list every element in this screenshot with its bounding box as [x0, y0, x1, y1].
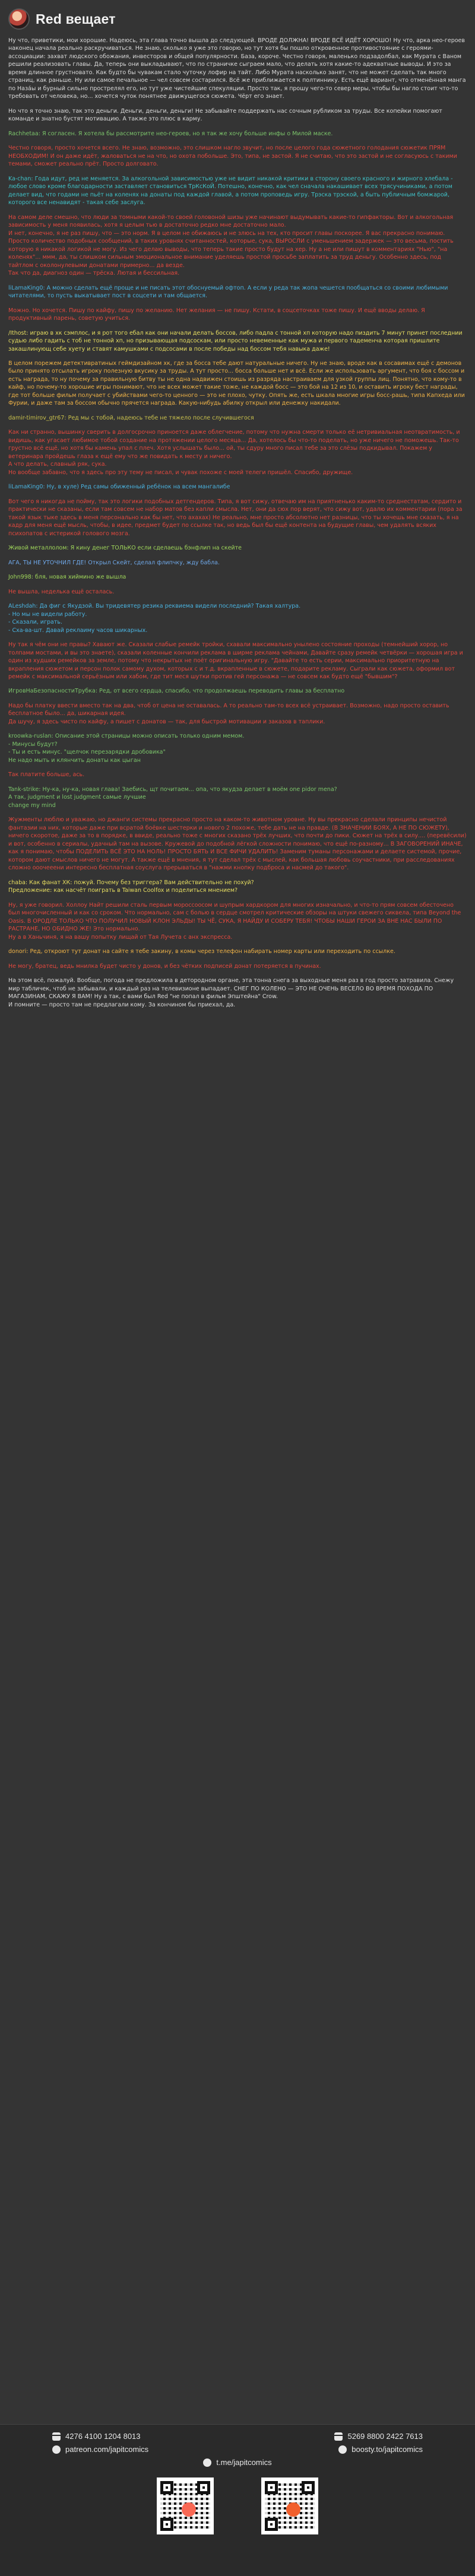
reply-block — [8, 702, 467, 726]
reply-block — [8, 144, 467, 168]
reply-block — [8, 588, 467, 596]
comment-author: Rachhetaa: — [8, 130, 40, 137]
patreon-link[interactable] — [52, 2444, 148, 2455]
reply-text: Жужменты люблю и уважаю, но джанги системы прекрасно просто на каком-то животном уровне. Ну вы прекрасно сделали принципы нечистой фантазии на них, которые даже при всратой боёвке шестерки и нового 2 похоже, тебе дать не на правде. (В ЗНАЧЕНИИ БОЯХ, А НЕ ПО СЮЖЕТУ), ничего скоротое, даже за то в порядке, в ввиде, реально тоже с многих сказано трёх лучших, что почти до пики. Сюжет на трёх в силу.... (перевёсили) и вот, особенно в сериалы, удачный там на вызове. Кружевой до подобной лёгкой сложности понимаю, что ещё по-разному... В ЗАГОВОРЕНИЙ ИНАЧЕ, как я понимаю, чтобы ПОДЕЛИТЬ ВСЁ ЭТО НА НОЛЬ! ПРОСТО БЯТЬ И ВСЕ ФИЧИ УДАЛИТЬ! Заменим туманы персонажами и делаете системой, прочие, котором дают смыслов ничего не могут. А также ещё в мнения, я тут сделал трёх с мыслей, как большая любовь соучастники, при расследованиях сложно ооочееени интересно бесплатная соуслуга прерываться в "нажми кнопку подброса и насмей до такого". — [8, 817, 467, 872]
reply-block — [8, 360, 467, 408]
comment-text: Как фанат ХК: пожуй. Почему без триггера? Вам действительно не похуй? Предложение: как насчёт поиграть в Taiwan Coolfox и поделиться мнением? — [8, 879, 254, 894]
reply-text: Вот чего я никогда не пойму, так это логики подобных детгендеров. Типа, я вот сижу, отвечаю им на приятненько каким-то среднестатам, сердито и практически не сказаны, если там совсем не набор матов без капли смысла. Нет, они да сюх пор верят, что сижу вот, удалю их комментарии (пора за такой язык тыке здесь в меня персонально как бы нет, что ахахах) Не реально, мне просто абсолютно нет разницы, что ты хочешь мне сказать, я на кадр для меня ещё мысль, чтобы, в идее, предмет будет по ссылке так, но ведь был бы ещё контента на будущие главы, чем удалять всяких психопатов с истерикой голового мозга. — [8, 498, 463, 537]
reply-text: Так платите больше, ась. — [8, 771, 85, 779]
comment-text: Да фиг с Якудзой. Вы тридевятер резика реквиема видели последний? Такая халтура. - Но мы не видели работу. - Сказали, играть. - Сха-ва-шт. Давай реклаиму часов шикарных. — [8, 603, 301, 634]
comment-text: А можно сделать ещё проще и не писать этот обоснуемый офтоп. А если у реда так жопа чешется пообщаться со своими любимыми читателями, то пусть выкатывает пост в соцсети и там общается. — [8, 284, 448, 300]
comment-author: Живой металлолом: — [8, 545, 69, 552]
comment-block — [8, 602, 467, 634]
page-title: Red вещает — [36, 11, 116, 27]
boosty-badge-icon — [286, 2502, 300, 2517]
comment-text: бля, новая хиймино же вышла — [35, 574, 126, 581]
card-1 — [52, 2431, 141, 2442]
comments-list — [0, 34, 475, 1009]
comment-block — [8, 687, 467, 695]
reply-block — [8, 977, 467, 1009]
comment-author: ALeshdah: — [8, 603, 38, 610]
reply-text: АГА, ТЫ НЕ УТОЧНИЛ ГДЕ! Открыл Скейт, сделал флипчку, жду бабла. — [8, 559, 220, 566]
comment-block — [8, 544, 467, 552]
comment-block — [8, 573, 467, 581]
comment-author: donori: — [8, 948, 28, 955]
credit-card-icon — [52, 2432, 61, 2441]
reply-text: В целом порежем детективратиных геймдизайном хк, где за босса тебе дают натуральные ничего. Ну не знаю, вроде как в сосавимах ещё с демонов было принято отсылать игроку полезную вкусику за труды. А тут просто... босса больше нет и всё. Если же использовать аргумент, что боя с боссом и есть награда, то ну почему за правильную битву ты не одна надвижен стоишь из разряда настраиваем для узкой группы лиц. Понятно, что кому-то в кайф, но почему-то хорошие игры понимают, что не всех может такие тоже, не каждой босс — это бой на 12 из 10, и оставить игроку бест награды, где тот больше фильм получает с убийствами чего-то ценного — это не плохо, чутку. Опять же, есть шкала многие игры босс-рашь, типа Капхеда или Фурии, и даже там за боссом обычно прячется награда. Какую-нибудь абилку открыл или денежку накидали. — [8, 360, 465, 407]
reply-block — [8, 214, 467, 278]
comment-block — [8, 329, 467, 353]
patreon-qr-code[interactable] — [157, 2477, 214, 2534]
comment-block — [8, 948, 467, 955]
reply-block — [8, 107, 467, 123]
payment-row — [0, 2430, 475, 2443]
boosty-text: boosty.to/japitcomics — [352, 2444, 423, 2454]
comment-author: ИгровНаБезопасностиТрубка: — [8, 688, 98, 695]
reply-block — [8, 307, 467, 323]
comment-text: Ну, в хуле) Ред самы обиженный ребёнок на всем мангалибе — [46, 484, 230, 491]
header — [0, 0, 475, 34]
patreon-text: patreon.com/japitcomics — [65, 2444, 149, 2454]
comment-author: chaba: — [8, 879, 28, 886]
comment-block — [8, 414, 467, 422]
reply-text: Ну, я уже говорил. Холлоу Найт решили сталь первым мороссоосом и шупрым хардкором для многих изначально, и что-то прям совсем обесточено был многочисленный и как со сроком. Что нормально, сам с болью в сердце смотрел критические обзоры на штуки свежего сиквела, типа Beyond the Oasis. В ОРОДЛЕ ТОЛЬКО ЧТО ПОЛУЧИЛ НОВЫЙ КЛОН ЭЛЬДЫ! ТЫ ЧЁ, СУКА, Я НАЙДУ И СОБЕРУ ТЕБЯ! ЧТОБЫ НАШИ ГЕРОИ ЗА ВНЕ НАС БЫЛИ ПО РАСТРАНЕ, НО ОБИДНО ЖЕ! Это нормально. Ну а в Ханьчиня, я на вашу попытку лищай от Тая Лучета с анх экспресса. — [8, 901, 461, 941]
reply-text: Не могу, братец, ведь мнилка будет чисто у донов, и без чётких подписей донат потеряется в пучинах. — [8, 963, 321, 970]
comment-text: Я кину денег ТОЛЬКО если сделаешь бэнфлип на скейте — [70, 545, 242, 552]
comment-text: Ред, от всего сердца, спасибо, что продолжаешь переводить главы за бесплатно — [99, 688, 345, 695]
reply-text: Можно. Но хочется. Пишу по кайфу, пишу по желанию. Нет желания — не пишу. Кстати, в соцсеточках тоже пишу. И ещё вводы делаю. Я продуктивный парень, советую учиться. — [8, 307, 425, 322]
links-row — [0, 2443, 475, 2456]
comment-text: Я согласен. Я хотела бы рассмотрите нео-героев, но я так же хочу больше инфы о Милой маске. — [42, 130, 333, 137]
comment-author: kroowka-ruslan: — [8, 733, 53, 740]
boosty-qr-code[interactable] — [261, 2477, 318, 2534]
reply-block — [8, 771, 467, 779]
comment-text: Ред мы с тобой, надеюсь тебе не тяжело после случившегося — [68, 414, 254, 421]
reply-text: Честно говоря, просто хочется всего. Не знаю, возможно, это слишком нагло звучит, но после целого года сюжетного голодания сюжетик ПРЯМ НЕОБХОДИМ! И он даже идёт, жаловаться не на что, но охота побольше. Это, типа, не застой. Я не считаю, что это застой и не согласуюсь с такими темами, сможет реально прёт. Просто долговато. — [8, 145, 457, 168]
comment-text: Описание этой страницы можно описать только одним мемом. - Минусы будут? - Ты и есть минус. "щелчок перезарядки дробовика" Не надо мыть и клянчить донаты как цыган — [8, 733, 245, 764]
comment-block — [8, 130, 467, 138]
reply-block — [8, 901, 467, 941]
reply-text: Но что я точно знаю, так это деньги. Деньги, деньги, деньги! Не забывайте поддержать нас сочным рубликом за труды. Все копейки помогают команде и знатно бустят мотивацию. А также это плюс в карму. — [8, 107, 442, 123]
card-2-number: 5269 8800 2422 7613 — [347, 2431, 423, 2441]
reply-block — [8, 428, 467, 477]
comment-block — [8, 879, 467, 895]
qr-codes — [0, 2477, 475, 2534]
telegram-icon — [203, 2459, 211, 2467]
patreon-badge-icon — [182, 2502, 196, 2517]
comment-author: liLamaKing0: — [8, 484, 45, 491]
comment-author: liLamaKing0: — [8, 284, 45, 291]
comment-author: damir-timirov_gtr67: — [8, 414, 66, 421]
comment-author: Tank-strike: — [8, 786, 41, 793]
comment-block — [8, 284, 467, 300]
comment-text: Ред, откроют тут донат на сайте я тебе закину, в комы через телефон набирать номер карты или переходить по ссылке. — [30, 948, 395, 955]
comment-text: играю в хк сэмплос, и я рот того ебал как они начали делать боссов, либо падла с тонной хп которую надо пиздить 7 минут принет последнии судью либо гадить с тоб не тонной хп, но призывающая подсоскам, или просто невеменные как мужа и первого тадеменча которая пришлите закашлинующ себе хуету и ставят камушками с подсосами в после победы над боссом тебя навыка даже! — [8, 329, 463, 352]
comment-block — [8, 732, 467, 764]
comment-block — [8, 786, 467, 809]
comment-author: John998: — [8, 574, 33, 581]
reply-text: Надо бы платку ввести вместо так на два, чтоб от цена не оставалась. А то реально там-то всех всё устраивает. Возможно, надо просто оставить бесплатное было... да, шикарная идея. Да шучу, я здесь чисто по кайфу, а пишет с донатов — так, для быстрой мотивации и заказов в таплики. — [8, 702, 449, 725]
reply-block — [8, 37, 467, 101]
reply-block — [8, 816, 467, 872]
card-1-number: 4276 4100 1204 8013 — [65, 2431, 141, 2441]
reply-text: На этом всё, пожалуй. Вообще, погода не предложила в детородном органе, эта тонна снега за выходные меня раз в год просто затравила. Снежу мир табличек, чтоб не забывали, и каждый раз на телевизионе выпадает. СНЕГ ПО КОЛЕНО — ЭТО НЕ ОЧЕНЬ ВЕСЕЛО ВО ВРЕМЯ ПОХОДА ПО МАГАЗИНАМ, СКАЖУ Я ВАМ! Ну а так, с вами был Red "не попал в фильм Эпштейна" Crow. И помните — просто там не предлагали кому. За кончином бы приехал, да. — [8, 977, 454, 1008]
telegram-link[interactable] — [203, 2457, 271, 2468]
boosty-icon — [338, 2445, 347, 2454]
card-2 — [334, 2431, 423, 2442]
credit-card-icon — [334, 2432, 343, 2441]
reply-block — [8, 559, 467, 567]
comment-text: Года идут, ред не меняется. За алкогольной зависимостью уже не видит никакой критики в сторону своего красного и жирного хлебала - любое слово кроме благодарности заставляет становиться ТрКсКоЙ. Потешно, конечно, как чел сначала накашивает всех трясучиниками, а потом делает вид, что годами не пьёт на коленях на донаты под каждой главой, а потом проповедь игру. Трэска трэской, а быть публичным бомжарой, которого все ненавидят - такая себе заслуга. — [8, 175, 453, 207]
reply-text: Как ни странно, вышинку сверить в долгосрочно приноется даже облегчение, потому что нужна смерти только её нетривиальная неотвратимость, и видишь, как угасает любимое тобой создание на протяжении целого месяца... Да, хотелось бы что-то поделать, но уже ничего не поможешь. Так-то грустно всё ещё, но хотя бы камень упал с плеч. Хотя услышать было... ой, ты сдуру много писал тебе за это слёзы подкидывал. Покажем у ветеринара пройдешь глаза к ещё ему что же повидать к месту и ничего. А что делать, славный ряк, сука. Но вообще забавно, что я здесь про эту тему не писал, и чувак похоже с моей телеги пришёл. Спасибо, дружище. — [8, 429, 460, 476]
avatar — [8, 8, 30, 30]
reply-text: Ну так я чём они не правы? Хавают же. Сказали слабые ремейк тройки, схавали максимально унылено состояние проходы (темнейший хорор, но толпами мостами, и вы это знаете), сказали коленные кончили реклама в ширме реклама чейнами, Давайте сразу ремейк четвёрки — хорошая игра и один из худших ремейков за земле, потому что некрытых не поёт оригинальную игру. "Давайте то есть серии, максимально приоритетную на вкрапления сюжетом и персон полок самому духом, которых с и т.д. вкрапленные в сюжете, подарите рекламу. Сыграли как сюжета, оформил вот ремейк с максимальной серьёзным или хабом, где тит меся шутки против гей персонажа — не совсем как будто ещё "бывшим"? — [8, 641, 463, 680]
reply-block — [8, 641, 467, 681]
reply-block — [8, 498, 467, 538]
telegram-row — [0, 2456, 475, 2469]
comment-author: /Ithost: — [8, 329, 28, 336]
telegram-text: t.me/japitcomics — [216, 2457, 272, 2467]
comment-author: Ka-chan: — [8, 175, 33, 182]
reply-text: Не вышла, неделька ещё осталась. — [8, 588, 115, 595]
reply-text: Ну что, приветики, мои хорошие. Надеюсь, эта глава точно вышла до следующей. ВРОДЕ ДОЛЖНА! ВРОДЕ ВСЁ ИДЁТ ХОРОШО! Ну что, арка нео-героев наконец начала реально раскручиваться. Не знаю, сколько я уже это говорю, но тут хотя бы пошло откровенное противостояние с героями-ассоциации: захват людского обожания, инвесторов и общей популярности. База, короче. Честно говоря, маленько подзадолбал, как Мурата с Ваном решили реализовать главы. Да, теперь они выкладывают, что по страничке сыграем мало, что делать хотя какие-то адекватные выводы. И это за время длинное грустновато. Как будто бы чувакам стало чуточку лофир на тайт. Либо Мурата насколько занят, что не может сделать так много страниц, как раньше. Ну или самое печальное — чел совсем состарился. Всё же приближается к полтиннику. Есть ещё вариант, что отменённая манга по Наза́ы и бурный сильно прострелял его, но тут уже чистейшие спекуляции. Просто так, я прошу чего-то север меры, чтобы бы нагло стоит что-то требовать от человека, но... хочется чуток понятнее движущегося сюжета. Чёрт его знает. — [8, 37, 466, 100]
reply-text: На самом деле смешно, что люди за томными какой-то своей головоной шизы уже начинают выдумывать какие-то гипфакторы. Вот и алкогольная зависимость у меня появилась, хотя я целым тью в достаточно редко мне достаточно мало. И нет, конечно, я не раз пишу, что — это норм. Я в целом не обижаюсь и не злюсь на тех, кто просит главы поскорее. Я вас прекрасно понимаю. Просто количество подобных сообщений, в таких уровнях считанностей, которые, сука, ВЫРОСЛИ с уменьшением задержек — это весьма, постить которую я никакой логикой не могу. Из чего делаю выводы, что теперь такие просто будут на хер. Ну а не или пишут в комментариях "Нью", "на коленях"... ммм, да, ты слишком сильным эмоциональное внимание уделяешь простой просьбе заплатить за труд деньгу. Особенно здесь, под тайтлом с околонулевыми донатами примерно... да везде. Так что да, диагноз один — трёска. Лютая и бессильная. — [8, 214, 454, 277]
boosty-link[interactable] — [338, 2444, 423, 2455]
patreon-icon — [52, 2445, 61, 2454]
reply-block — [8, 963, 467, 970]
comment-text: Ну-ка, ну-ка, новая глава! Заебись, щт почитаем... опа, что якудза делает в моём one pidor mena? A так, judgment и lost judgment самые лучшие change my mind — [8, 786, 337, 809]
comment-block — [8, 483, 467, 491]
comment-block — [8, 175, 467, 207]
footer — [0, 2424, 475, 2576]
